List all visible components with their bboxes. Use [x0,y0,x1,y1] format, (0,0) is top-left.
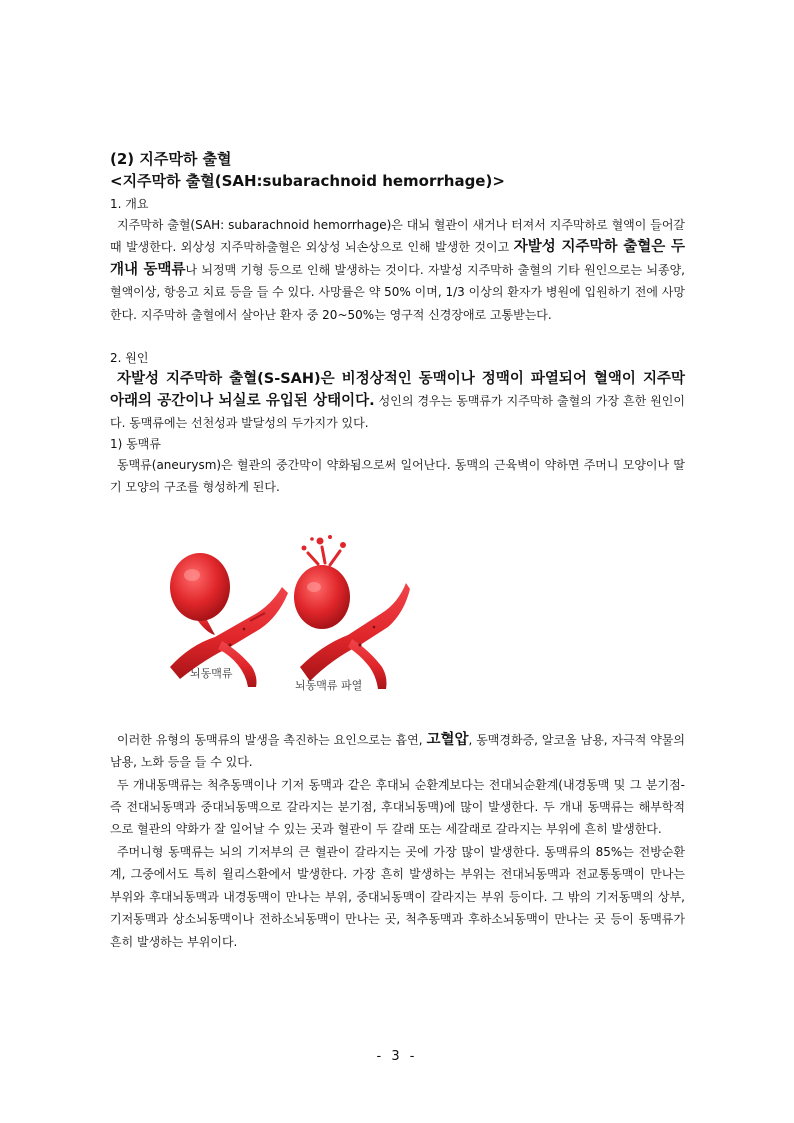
factors-text-a: 이러한 유형의 동맥류의 발생을 촉진하는 요인으로는 흡연, [117,732,427,747]
aneurysm-subheading: 1) 동맥류 [110,437,161,452]
aneurysm-figure [110,517,685,717]
content-area [110,148,685,953]
overview-text-a: 지주막하 출혈(SAH: subarachnoid hemorrhage)은 대뇌 혈관이 새거나 터져서 지주막하로 혈액이 들어갈 때 발생한다. 외상성 지주막하출혈은 외상성 뇌손상으로 인해 발생한 것이고 [110,218,685,255]
factors-paragraph [110,729,685,774]
overview-number: 1. 개요 [110,197,149,211]
saccular-paragraph: 주머니형 동맥류는 뇌의 기저부의 큰 혈관이 갈라지는 곳에 가장 많이 발생한다. 동맥류의 85%는 전방순환계, 그중에서도 특히 윌리스환에서 발생한다. 가장 흔히 발생하는 부위는 전대뇌동맥과 전교통동맥이 만나는 부위와 후대뇌동맥과 내경동맥이 만나는 부위, 중대뇌동맥이 갈라지는 부위 등이다. 그 밖의 기저동맥의 상부, 기저동맥과 상소뇌동맥이나 전하소뇌동맥이 만나는 곳, 척추동맥과 후하소뇌동맥이 만나는 곳 등이 동맥류가 흔히 발생하는 부위이다. [110,844,685,949]
overview-text-c: 나 뇌정맥 기형 등으로 인해 발생하는 것이다. 자발성 지주막하 출혈의 기타 원인으로는 뇌종양, 혈액이상, 항응고 치료 등을 들 수 있다. 사망률은 약 50% 이며, 1/3 이상의 환자가 병원에 입원하기 전에 사망한다. 지주막하 출혈에서 살아난 환자 중 20~50%는 영구적 신경장애로 고통받는다. [110,262,685,322]
ruptured-aneurysm [294,535,410,689]
cause-emphasis: 자발성 지주막하 출혈(S-SAH)은 비정상적인 동맥이나 정맥이 파열되어 혈액이 지주막 아래의 공간이나 뇌실로 유입된 상태이다. [110,371,685,410]
figure-caption-right: 뇌동맥류 파열 [295,678,363,692]
overview-emphasis: 자발성 지주막하 출혈은 두 개내 동맥류 [110,239,685,278]
figure-caption-left: 뇌동맥류 [190,666,233,680]
factors-text-c: , 동맥경화증, 알코올 남용, 자극적 약물의 남용, 노화 등을 들 수 있다. [110,732,685,770]
cause-paragraph [110,368,685,434]
intracranial-paragraph: 두 개내동맥류는 척추동맥이나 기저 동맥과 같은 후대뇌 순환계보다는 전대뇌순환계(내경동맥 및 그 분기점- 즉 전대뇌동맥과 중대뇌동맥으로 갈라지는 분기점, 후대뇌동맥)에 많이 발생한다. 두 개내 동맥류는 해부학적으로 혈관의 약화가 잘 일어날 수 있는 곳과 혈관이 두 갈래 또는 세갈래로 갈라지는 부위에 흔히 발생한다. [110,777,685,837]
aneurysm-paragraph: 동맥류(aneurysm)은 혈관의 중간막이 약화됨으로써 일어난다. 동맥의 근육벽이 약하면 주머니 모양이나 딸기 모양의 구조를 형성하게 된다. [110,458,685,495]
page-number: - 3 - [376,1049,418,1064]
factors-emphasis: 고혈압 [426,731,469,748]
section-heading: (2) 지주막하 출혈 [110,150,232,168]
section-subheading: <지주막하 출혈(SAH:subarachnoid hemorrhage)> [110,172,505,190]
cause-rest: 성인의 경우는 동맥류가 지주막하 출혈의 가장 흔한 원인이다. 동맥류에는 선천성과 발달성의 두가지가 있다. [110,394,685,431]
spacer [110,326,685,348]
overview-paragraph [110,214,685,326]
cause-number: 2. 원인 [110,351,149,366]
